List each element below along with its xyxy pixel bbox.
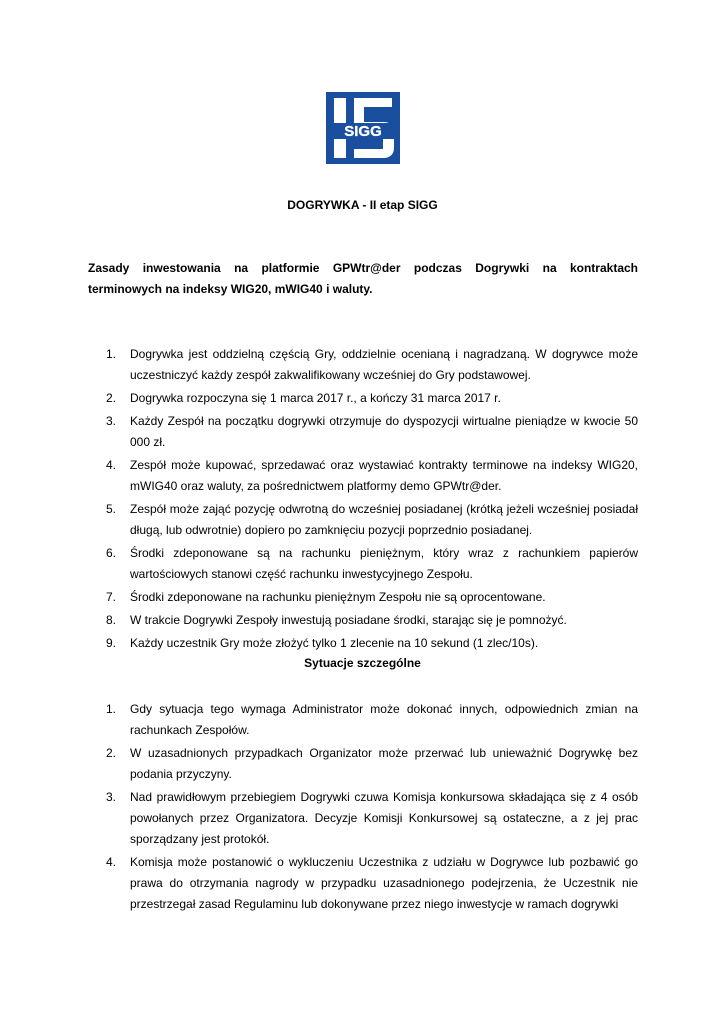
list-item: 4. Komisja może postanowić o wykluczeniu Uczestnika z udziału w Dogrywce lub pozbawić go prawa do otrzymania nagrody w przypadku uzasadnionego podejrzenia, że Uczestnik nie przestrzegał zasad Regulaminu lub dokonywane przez niego inwestycje w ramach dogrywki [106, 855, 638, 911]
list-item: 3. Nad prawidłowym przebiegiem Dogrywki czuwa Komisja konkursowa składająca się z 4 osób powołanych przez Organizatora. Decyzje Komisji Konkursowej są ostateczne, a z jej prac sporządzany jest protokół. [106, 790, 638, 846]
section-heading-line2: terminowych na indeksy WIG20, mWIG40 i waluty. [88, 282, 373, 296]
special-situations-list [88, 699, 638, 917]
list-item: 9. Każdy uczestnik Gry może złożyć tylko 1 zlecenie na 10 sekund (1 zlec/10s). [106, 636, 539, 650]
rules-list [88, 344, 638, 656]
svg-text:SIGG: SIGG [344, 123, 382, 140]
list-item: 4. Zespół może kupować, sprzedawać oraz wystawiać kontrakty terminowe na indeksy WIG20, mWIG40 oraz waluty, za pośrednictwem platformy demo GPWtr@der. [106, 458, 638, 493]
section-heading [88, 258, 638, 300]
list-item: 8. W trakcie Dogrywki Zespoły inwestują posiadane środki, starając się je pomnożyć. [106, 613, 567, 627]
list-item: 5. Zespół może zająć pozycję odwrotną do wcześniej posiadanej (krótką jeżeli wcześniej posiadał długą, lub odwrotnie) dopiero po zamknięciu pozycji poprzednio posiadanej. [106, 502, 638, 537]
special-situations-heading: Sytuacje szczególne [304, 656, 421, 670]
list-item: 7. Środki zdeponowane na rachunku pieniężnym Zespołu nie są oprocentowane. [106, 590, 546, 604]
sigg-15-logo [326, 92, 400, 164]
list-item: 1. Dogrywka jest oddzielną częścią Gry, oddzielnie ocenianą i nagradzaną. W dogrywce może uczestniczyć każdy zespół zakwalifikowany wcześniej do Gry podstawowej. [106, 347, 638, 382]
document-title: DOGRYWKA - II etap SIGG [287, 198, 438, 212]
list-item: 2. W uzasadnionych przypadkach Organizator może przerwać lub unieważnić Dogrywkę bez podania przyczyny. [106, 746, 638, 781]
section-heading-line1: Zasady inwestowania na platformie GPWtr@der podczas Dogrywki na kontraktach [88, 261, 638, 275]
list-item: 3. Każdy Zespół na początku dogrywki otrzymuje do dyspozycji wirtualne pieniądze w kwocie 50 000 zł. [106, 414, 638, 449]
list-item: 1. Gdy sytuacja tego wymaga Administrator może dokonać innych, odpowiednich zmian na rachunkach Zespołów. [106, 702, 638, 737]
list-item: 6. Środki zdeponowane są na rachunku pieniężnym, który wraz z rachunkiem papierów wartościowych stanowi część rachunku inwestycyjnego Zespołu. [106, 546, 638, 581]
list-item: 2. Dogrywka rozpoczyna się 1 marca 2017 r., a kończy 31 marca 2017 r. [106, 391, 501, 405]
